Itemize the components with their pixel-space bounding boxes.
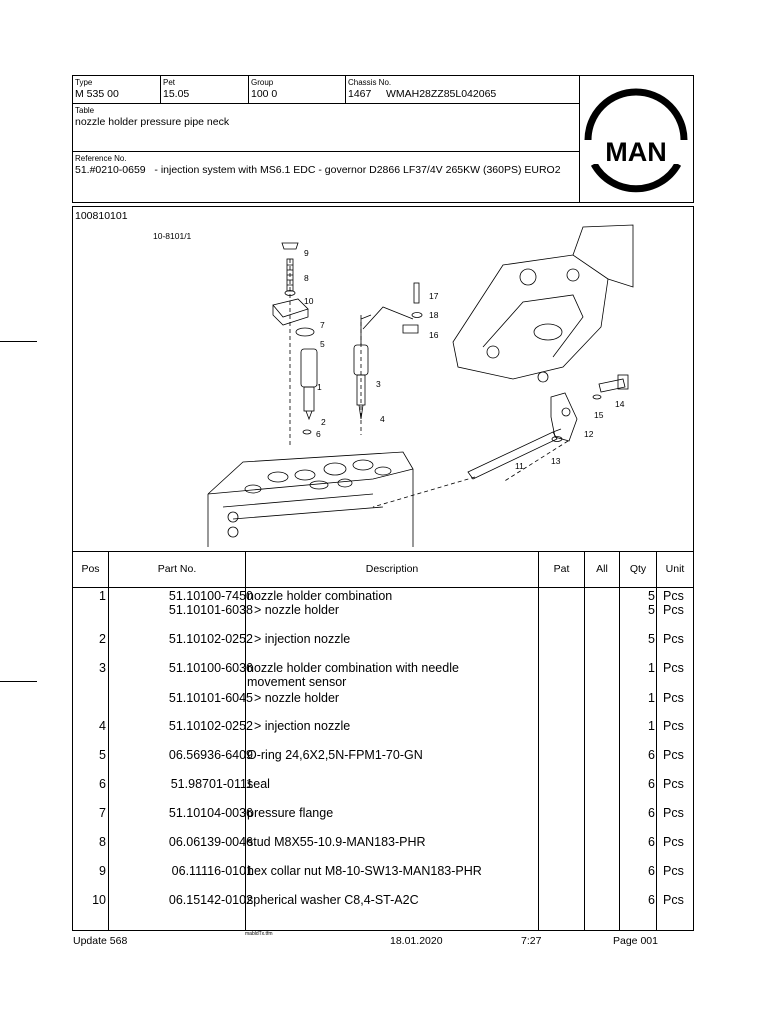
exploded-view-illustration	[73, 207, 693, 552]
callout-17: 17	[429, 291, 439, 301]
row-part-no: 51.10100-6036	[168, 661, 253, 675]
row-unit: Pcs	[663, 589, 684, 603]
logo-text: MAN	[605, 137, 667, 167]
row-description: movement sensor	[247, 675, 347, 689]
callout-7: 7	[320, 320, 325, 330]
group-value: 100 0	[251, 88, 278, 100]
header-all: All	[596, 563, 608, 575]
footer-update: Update 568	[73, 935, 128, 947]
row-pos: 9	[99, 864, 106, 878]
footer-time: 7:27	[521, 935, 542, 947]
row-qty: 1	[648, 691, 655, 705]
footer-page: Page 001	[613, 935, 658, 947]
row-pos: 8	[99, 835, 106, 849]
column-divider	[656, 552, 657, 930]
footer-file-ref: mabldTx.tfm	[245, 931, 273, 937]
row-pos: 4	[99, 719, 106, 733]
row-unit: Pcs	[663, 864, 684, 878]
row-description: > injection nozzle	[247, 632, 351, 646]
punch-mark-top	[0, 341, 37, 342]
row-part-no: 06.06139-0046	[168, 835, 253, 849]
row-description: seal	[247, 777, 270, 791]
header-qty: Qty	[629, 563, 647, 575]
man-logo	[580, 76, 693, 202]
row-qty: 6	[648, 806, 655, 820]
table-header	[73, 552, 693, 588]
row-unit: Pcs	[663, 603, 684, 617]
row-qty: 6	[648, 777, 655, 791]
man-logo-icon	[580, 76, 693, 202]
group-cell	[249, 76, 346, 104]
header-fields	[73, 76, 580, 202]
row-unit: Pcs	[663, 632, 684, 646]
callout-9: 9	[304, 248, 309, 258]
header-row-table	[73, 104, 579, 152]
row-description: > injection nozzle	[247, 719, 351, 733]
callout-6: 6	[316, 429, 321, 439]
row-part-no: 06.56936-6409	[168, 748, 253, 762]
parts-table	[72, 551, 694, 931]
row-unit: Pcs	[663, 777, 684, 791]
row-qty: 5	[648, 603, 655, 617]
callout-16: 16	[429, 330, 439, 340]
row-pos: 5	[99, 748, 106, 762]
row-unit: Pcs	[663, 719, 684, 733]
row-pos: 7	[99, 806, 106, 820]
row-part-no: 51.10104-0036	[168, 806, 253, 820]
row-part-no: 06.15142-0102	[168, 893, 253, 907]
row-unit: Pcs	[663, 691, 684, 705]
row-part-no: 51.10101-6038	[168, 603, 253, 617]
header-description: Description	[365, 563, 419, 575]
type-label: Type	[75, 78, 93, 87]
row-qty: 6	[648, 864, 655, 878]
callout-2: 2	[321, 417, 326, 427]
chassis-value: 1467 WMAH28ZZ85L042065	[348, 88, 497, 100]
callout-10: 10	[304, 296, 314, 306]
callout-4: 4	[380, 414, 385, 424]
row-part-no: 51.10102-0252	[168, 632, 253, 646]
row-qty: 5	[648, 632, 655, 646]
document-header	[72, 75, 694, 203]
callout-18: 18	[429, 310, 439, 320]
row-pos: 3	[99, 661, 106, 675]
chassis-label: Chassis No.	[348, 78, 392, 87]
pet-label: Pet	[163, 78, 176, 87]
row-part-no: 51.10100-7450	[168, 589, 253, 603]
row-description: spherical washer C8,4-ST-A2C	[247, 893, 419, 907]
callout-1: 1	[317, 382, 322, 392]
row-part-no: 51.10101-6045	[168, 691, 253, 705]
row-description: > nozzle holder	[247, 603, 340, 617]
header-pos: Pos	[81, 563, 100, 575]
row-part-no: 51.10102-0252	[168, 719, 253, 733]
callout-5: 5	[320, 339, 325, 349]
pet-cell	[161, 76, 249, 104]
row-unit: Pcs	[663, 661, 684, 675]
row-qty: 6	[648, 893, 655, 907]
row-description: hex collar nut M8-10-SW13-MAN183-PHR	[247, 864, 482, 878]
row-pos: 2	[99, 632, 106, 646]
callout-13: 13	[551, 456, 561, 466]
row-description: stud M8X55-10.9-MAN183-PHR	[247, 835, 426, 849]
row-description: nozzle holder combination with needle	[247, 661, 459, 675]
callout-8: 8	[304, 273, 309, 283]
type-value: M 535 00	[75, 88, 119, 100]
type-cell	[73, 76, 161, 104]
reference-value: 51.#0210-0659 - injection system with MS6.1 EDC - governor D2866 LF37/4V 265KW (360PS) EURO2	[75, 164, 561, 176]
row-unit: Pcs	[663, 835, 684, 849]
row-unit: Pcs	[663, 806, 684, 820]
row-qty: 6	[648, 748, 655, 762]
row-unit: Pcs	[663, 748, 684, 762]
callout-11: 11	[515, 461, 524, 471]
table-title: nozzle holder pressure pipe neck	[75, 116, 230, 128]
callout-14: 14	[615, 399, 625, 409]
callout-15: 15	[594, 410, 604, 420]
row-description: nozzle holder combination	[247, 589, 393, 603]
row-pos: 1	[99, 589, 106, 603]
punch-mark-bottom	[0, 681, 37, 682]
drawing-id: 100810101	[75, 210, 128, 222]
header-unit: Unit	[665, 563, 685, 575]
row-qty: 6	[648, 835, 655, 849]
row-part-no: 06.11116-0101	[171, 864, 253, 878]
drawing-ref: 10-8101/1	[153, 231, 192, 241]
exploded-drawing	[72, 206, 694, 551]
header-row-ids	[73, 76, 579, 104]
row-qty: 1	[648, 661, 655, 675]
callout-12: 12	[584, 429, 594, 439]
header-row-reference	[73, 152, 579, 202]
chassis-cell	[346, 76, 579, 104]
row-qty: 1	[648, 719, 655, 733]
table-label: Table	[75, 106, 95, 115]
row-unit: Pcs	[663, 893, 684, 907]
header-pat: Pat	[553, 563, 570, 575]
reference-label: Reference No.	[75, 154, 127, 163]
header-part-no: Part No.	[157, 563, 197, 575]
row-description: O-ring 24,6X2,5N-FPM1-70-GN	[247, 748, 423, 762]
pet-value: 15.05	[163, 88, 190, 100]
column-divider	[538, 552, 539, 930]
row-description: > nozzle holder	[247, 691, 340, 705]
group-label: Group	[251, 78, 274, 87]
row-qty: 5	[648, 589, 655, 603]
footer-date: 18.01.2020	[390, 935, 443, 947]
row-pos: 6	[99, 777, 106, 791]
callout-3: 3	[376, 379, 381, 389]
row-part-no: 51.98701-0111	[170, 777, 253, 791]
row-pos: 10	[92, 893, 106, 907]
row-description: pressure flange	[247, 806, 334, 820]
